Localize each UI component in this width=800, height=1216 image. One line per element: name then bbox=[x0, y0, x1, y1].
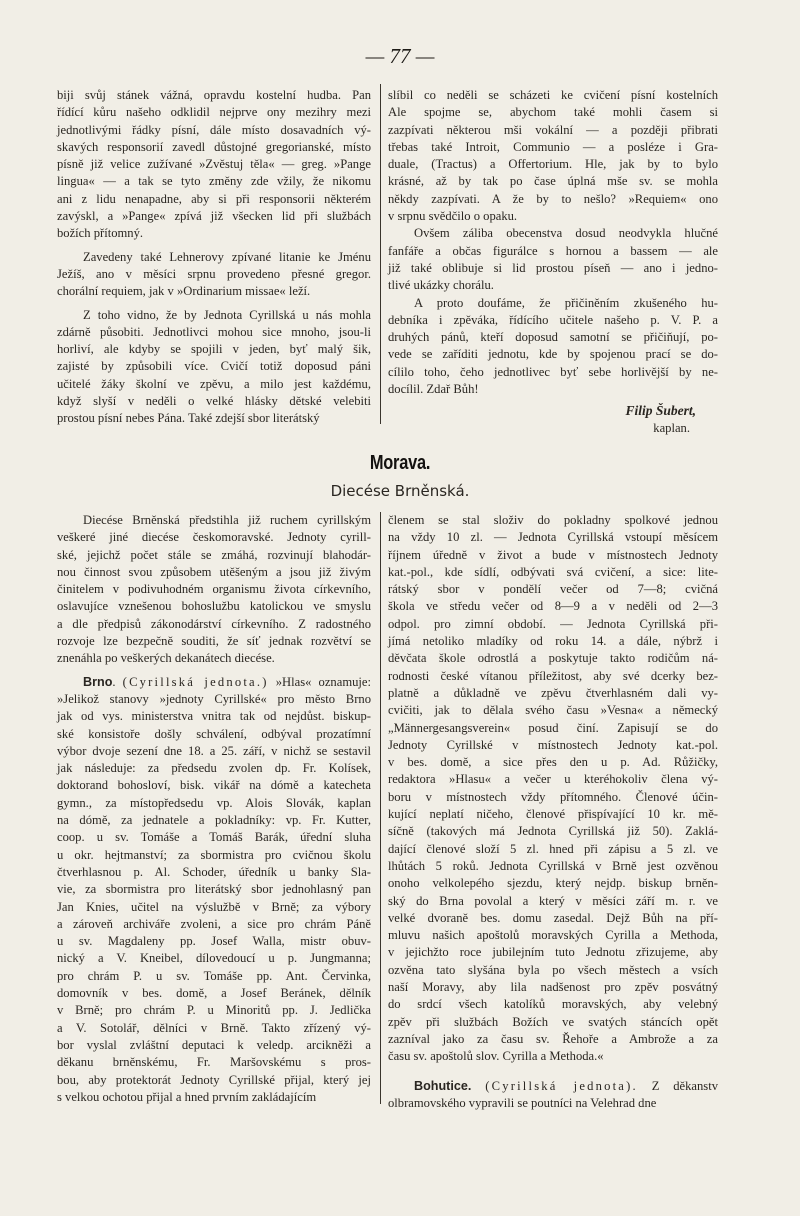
text-line: velké dvoraně bes. domu zasedal. Dejž Bůh na pří- bbox=[388, 910, 718, 925]
text-line: řídící kůru našeho odklidil nejprve ony mezihry mezi bbox=[57, 105, 371, 120]
text-line: síčně (takových má Jednota Cyrillská již 50). Zaklá- bbox=[388, 824, 718, 839]
text-line: A proto doufáme, že přičiněním zkušeného hu- bbox=[414, 295, 718, 310]
text-line: Jednoty Cyrillské v místnostech Jednoty kat.-pol. bbox=[388, 737, 718, 752]
text-line: nický a V. Kneibel, dílovedoucí u p. Jungmanna; bbox=[57, 951, 371, 966]
text-line: u okr. hejtmanství; za sbormistra pro cvičnou školu bbox=[57, 847, 371, 862]
text-line: bou, aby protektorát Jednoty Cyrillské přijal, který jej bbox=[57, 1072, 371, 1087]
text-line: doktorand bohosloví, bisk. vikář na dómě a katecheta bbox=[57, 778, 371, 793]
society-name: (Cyrillská jednota.) bbox=[122, 674, 269, 689]
text-line: výbor dvoje sezení dne 18. a 25. září, v nichž se sestavil bbox=[57, 743, 371, 758]
text-line: naší Moravy, aby lila nadšenost pro zpěv posvátný bbox=[388, 980, 718, 995]
line-group bbox=[388, 1095, 718, 1112]
text-line: a dle předpisů zákonodárství církevního. Z radostného bbox=[57, 616, 371, 631]
text-line: odpol. pro zimní období. — Jednota Cyrillská při- bbox=[388, 616, 718, 631]
text-line: třebas také Introit, Communio — a posléze i Gra- bbox=[388, 139, 718, 154]
text-line: ani z lidu nenapadne, aby si při responsorii některém bbox=[57, 191, 371, 206]
text-line: Zavedeny také Lehnerovy zpívané litanie ke Jménu bbox=[83, 249, 371, 264]
text-line: jednotlivými řádky písní, dále místo dosavadních vý- bbox=[57, 122, 371, 137]
text-line: Ale spojme se, abychom také mohli časem si bbox=[388, 105, 718, 120]
text-line: gymn., za místopředsedu vp. Alois Slovák, kaplan bbox=[57, 795, 371, 810]
text-line: »Jelikož stanovy »jednoty Cyrillské« pro město Brno bbox=[57, 691, 371, 706]
text-line: pro chrám P. u sv. Tomáše pp. Ant. Červinka, bbox=[57, 968, 371, 983]
bottom-left-column bbox=[57, 512, 371, 1106]
column-divider bbox=[380, 512, 381, 1104]
text-line: a V. Sotolář, dělníci v Brně. Takto zřízený vý- bbox=[57, 1020, 371, 1035]
text-line: již také oblibuje si lid prostou píseň — ano i jedno- bbox=[388, 260, 718, 275]
bottom-right-column bbox=[388, 512, 718, 1112]
text-line: činitelem v podivuhodném organismu života církevního, bbox=[57, 582, 371, 597]
paragraph-brno bbox=[57, 674, 371, 1106]
text-line: v jejichžto roce jubilejním tuto Jednotu zřizujeme, aby bbox=[388, 945, 718, 960]
text-line: redaktora »Hlasu« a večer u kteréhokoliv člena vý- bbox=[388, 772, 718, 787]
text-line: cílilo toho, čeho jednotlivec byť sebe horlivější by ne- bbox=[388, 364, 718, 379]
text-line: zdárně působiti. Jednotlivci mohou sice mnoho, jsou-li bbox=[57, 324, 371, 339]
text-line: říjnem úředně v život a bude v místnostech Jednoty bbox=[388, 547, 718, 562]
text-line: bor vyslal zvláštní deputaci k veledp. arcikněži a bbox=[57, 1037, 371, 1052]
paragraph bbox=[57, 249, 371, 301]
text-line: do srdcí všech katolíků moravských, aby velebný bbox=[388, 997, 718, 1012]
text-line: Diecése Brněnská předstihla již ruchem cyrillským bbox=[83, 513, 371, 527]
text-line: krásné, až by tak po čase úplná mše sv. se mohla bbox=[388, 174, 718, 189]
text-line: dající členové složí 5 zl. hned při zápisu a 5 zl. ve bbox=[388, 841, 718, 856]
text-line: zazpívati některou mši vokální — a později přibrati bbox=[388, 122, 718, 137]
paragraph bbox=[57, 512, 371, 668]
text-line: mluvu našich apoštolů moravských Cyrilla a Methoda, bbox=[388, 928, 718, 943]
text-line: prostou písní nebes Pána. Také zdejší sbor literátský bbox=[57, 411, 320, 426]
text-line: Ovšem záliba obecenstva dosud neodvykla hlučné bbox=[414, 226, 718, 241]
text-line: horliví, ale kdyby se spojili v jeden, byť malý šik, bbox=[57, 342, 371, 357]
place-name: Bohutice. bbox=[414, 1078, 472, 1093]
text-line: onoho velkolepého sjezdu, který nejdp. biskup brněn- bbox=[388, 876, 718, 891]
text-line: Brno. (Cyrillská jednota.) »Hlas« oznamuje: bbox=[83, 674, 371, 689]
text-line: boru v místnostech vždy přítomného. Členové účin- bbox=[388, 789, 718, 804]
text-line: znenáhla po veškerých dekanátech diecése. bbox=[57, 651, 275, 666]
text-line: času sv. apoštolů slov. Cyrilla a Methoda.« bbox=[388, 1049, 604, 1064]
section-subtitle: Diecése Brněnská. bbox=[330, 482, 470, 500]
text-line: božích přítomný. bbox=[57, 226, 144, 241]
paragraph bbox=[57, 307, 371, 428]
text-line: debníka i zpěváka, řídícího učitele našeho p. V. P. a bbox=[388, 312, 718, 327]
paragraph bbox=[57, 87, 371, 243]
society-name: (Cyrillská jednota). bbox=[485, 1078, 638, 1093]
text-line: veškeré jiné diecése českomoravské. Jednoty cyrill- bbox=[57, 530, 371, 545]
text-line: na dómě, za jednatele a pokladníky: vp. Fr. Kutter, bbox=[57, 813, 371, 828]
text-line: druhých pánů, kteří doposud samotní se přičiňují, po- bbox=[388, 330, 718, 345]
text-line: biji svůj stánek vážná, opravdu kostelní hudba. Pan bbox=[57, 88, 371, 102]
paragraph bbox=[388, 512, 718, 1066]
text-fragment: Z děkanstv bbox=[651, 1078, 718, 1093]
text-line: Jan Knies, učitel na výslužbě v Brně; za výbory bbox=[57, 899, 371, 914]
text-line: duale, (Tractus) a Offertorium. Hle, jak by to bylo bbox=[388, 157, 718, 172]
section-title: Morava. bbox=[369, 452, 431, 474]
text-line: v srpnu svědčilo o opaku. bbox=[388, 209, 518, 224]
paragraph bbox=[388, 225, 718, 294]
text-line bbox=[388, 1078, 718, 1095]
text-line: u sv. Magdaleny pp. Josef Walla, mistr obuv- bbox=[57, 934, 371, 949]
text-line: vede se zaříditi jednotu, kde by spojenou prací se do- bbox=[388, 347, 718, 362]
paragraph bbox=[388, 295, 718, 399]
text-line: zajisté by způsobili více. Cvičí totiž doposud páni bbox=[57, 359, 371, 374]
column-divider bbox=[380, 84, 381, 424]
text-line: jak následuje: za předsedu zvolen dp. Fr. Kolísek, bbox=[57, 761, 371, 776]
top-right-column bbox=[388, 87, 718, 437]
text-line: kující neplatí ničeho, členové přispívající 10 kr. mě- bbox=[388, 807, 718, 822]
text-line: rátský sbor v pondělí večer od 7—8; cvičná bbox=[388, 582, 718, 597]
text-line: tlivé ukázky chorálu. bbox=[388, 278, 494, 293]
text-line: písně již velice zužívané »Zvěstuj těla« — greg. »Pange bbox=[57, 157, 371, 172]
text-line: Z toho vidno, že by Jednota Cyrillská u nás mohla bbox=[83, 307, 371, 322]
text-line: lingua« — a tak se tyto změny zde vžily, že nikomu bbox=[57, 174, 371, 189]
text-line: někdy zazpívati. A že by to nešlo? »Requiem« ono bbox=[388, 191, 718, 206]
top-left-column bbox=[57, 87, 371, 428]
text-line: zavýskl, a »Pange« zpívá již všecken lid při službách bbox=[57, 209, 371, 224]
text-line: docílil. Zdař Bůh! bbox=[388, 382, 479, 397]
text-line: oslavujíce vznešenou bohoslužbu katolickou ve smyslu bbox=[57, 599, 371, 614]
text-line: s velkou ochotou přijal a hned prvním zakládajícím bbox=[57, 1089, 317, 1104]
text-line: cvičiti, jak to dělala svého času »Vesna« a německý bbox=[388, 703, 718, 718]
paragraph bbox=[388, 87, 718, 225]
text-line: chorální requiem, jak v »Ordinarium missae« leží. bbox=[57, 284, 311, 299]
text-line: jak od vys. ministerstva vnitra tak od nejdůst. biskup- bbox=[57, 709, 371, 724]
place-name: Brno bbox=[83, 674, 113, 689]
text-line: rodnosti české vítanou příležitost, aby své dcerky bez- bbox=[388, 668, 718, 683]
text-line: čtverhlasnou p. Al. Schoder, úředník u banky Sla- bbox=[57, 864, 371, 879]
text-line: když slyší v neděli o velké hlásky dětské velebiti bbox=[57, 394, 371, 409]
text-line: učitelé žáky školní ve zpěvu, a milo jest každému, bbox=[57, 376, 371, 391]
text-line: coop. u sv. Tomáše a Tomáš Barák, úřední sluha bbox=[57, 830, 371, 845]
text-line: slíbil co neděli se scházeti ke cvičení písní kostelních bbox=[388, 88, 718, 102]
text-line: fanfáře a občas figurálce s hornou a bassem — ale bbox=[388, 243, 718, 258]
page-number: — 77 — bbox=[365, 44, 435, 68]
text-line: jímá netoliko mladíky od roku 14. a dále, nýbrž i bbox=[388, 634, 718, 649]
text-line: a zároveň archiváře zvoleni, a sice pro chrám Páně bbox=[57, 916, 371, 931]
text-line: platně a důkladně ve zpěvu čtverhlasném dali vy- bbox=[388, 685, 718, 700]
text-line: rozvoje lze bezpečně souditi, že síť jednak rozvětví se bbox=[57, 634, 371, 649]
text-line: členem se stal složiv do pokladny spolkové jednou bbox=[388, 513, 718, 527]
text-line: zpěv při službách Božích ve svatých stáncích opět bbox=[388, 1014, 718, 1029]
text-line: nou činnost svou způsobem utěšeným a jsou již živým bbox=[57, 564, 371, 579]
signature-role: kaplan. bbox=[653, 420, 690, 435]
text-line: Ježíš, ano v měsíci srpnu provedeno přesné gregor. bbox=[57, 266, 371, 281]
paragraph-bohutice bbox=[388, 1078, 718, 1113]
text-line: domovník v bes. domě, a Josef Beránek, dělník bbox=[57, 986, 371, 1001]
line-group bbox=[57, 691, 371, 1106]
text-line: „Männergesangsverein« posud činí. Zapisují se do bbox=[388, 720, 718, 735]
text-line: na vždy 10 zl. — Jednota Cyrillská vstoupí měsícem bbox=[388, 530, 718, 545]
text-line: lhůtách 5 roků. Jednota Cyrillská v Brně jest ozvěnou bbox=[388, 858, 718, 873]
signature-name: Filip Šubert, bbox=[625, 403, 696, 419]
text-line: vie, za sbormistra pro literátský sbor jednohlasný pan bbox=[57, 882, 371, 897]
text-line: škola ve středu večer od 8—9 a v neděli od 2—3 bbox=[388, 599, 718, 614]
text-line: ské konsistoře došly schválení, odbýval prozatímní bbox=[57, 726, 371, 741]
text-line: děvčata škole odrostlá a poskytuje takto rodičům ná- bbox=[388, 651, 718, 666]
text-line: v Brně; pro chrám P. u Minoritů pp. J. Jedlička bbox=[57, 1003, 371, 1018]
text-line: v bes. domě, a sice přes den u p. Ad. Růžičky, bbox=[388, 755, 718, 770]
text-line: kat.-pol., kde sídlí, odbývati svá cvičení, a sice: lite- bbox=[388, 564, 718, 579]
text-line: skavých responsorií zavedl důstojné gregorianské, místo bbox=[57, 139, 371, 154]
text-line: zazníval jako za času sv. Řehoře a Ambrože a za bbox=[388, 1031, 718, 1046]
text-line: ské, jejichž počet stále se zmáhá, rozvinují blahodár- bbox=[57, 547, 371, 562]
text-fragment: »Hlas« oznamuje: bbox=[275, 674, 371, 689]
text-line: olbramovského vypravili se poutníci na Velehrad dne bbox=[388, 1095, 657, 1110]
text-line: ozvěna tato slyšána byla po všech městech a vsích bbox=[388, 962, 718, 977]
text-line: ský do Brna povolal a který v měsíci září m. r. ve bbox=[388, 893, 718, 908]
text-line: děkanu brněnskému, Fr. Maršovskému s pros- bbox=[57, 1055, 371, 1070]
